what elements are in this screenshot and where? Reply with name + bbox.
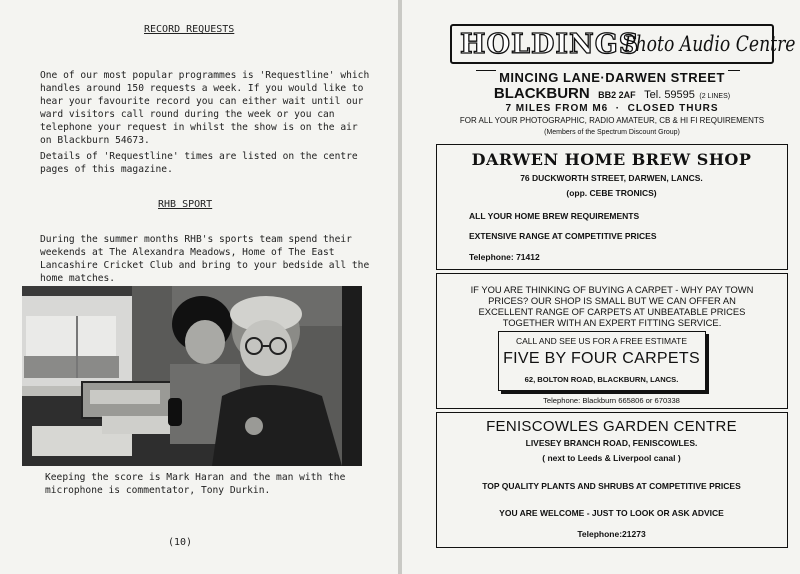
garden-centre-name: FENISCOWLES GARDEN CENTRE bbox=[486, 418, 737, 435]
holdings-advert bbox=[436, 18, 796, 141]
brew-shop-address: 76 DUCKWORTH STREET, DARWEN, LANCS. bbox=[520, 173, 703, 183]
brew-shop-line2: EXTENSIVE RANGE AT COMPETITIVE PRICES bbox=[469, 231, 657, 241]
holdings-logo-frame bbox=[450, 24, 796, 64]
photo-caption: Keeping the score is Mark Haran and the man with the microphone is commentator, Tony Durkin. bbox=[45, 472, 346, 496]
commentary-photo bbox=[22, 286, 362, 466]
holdings-telephone-lines: (2 LINES) bbox=[699, 93, 731, 100]
carpets-address: 62, BOLTON ROAD, BLACKBURN, LANCS. bbox=[524, 375, 679, 384]
record-requests-paragraph: One of our most popular programmes is 'Requestline' which handles around 150 requests a week. If you would like to hear your favourite record you can either wait until our ward visitors call round during the week or you can telephone your request in whilst the show is on the air on Blackburn 54673. bbox=[40, 70, 370, 146]
garden-centre-note: ( next to Leeds & Liverpool canal ) bbox=[542, 453, 681, 463]
garden-centre-line1: TOP QUALITY PLANTS AND SHRUBS AT COMPETITIVE PRICES bbox=[482, 481, 741, 491]
garden-centre-advert bbox=[436, 412, 788, 548]
brew-shop-name: DARWEN HOME BREW SHOP bbox=[471, 150, 752, 169]
left-page bbox=[0, 0, 398, 574]
holdings-membership: (Members of the Spectrum Discount Group) bbox=[544, 129, 680, 136]
holdings-logo: HOLDINGS bbox=[460, 29, 640, 60]
holdings-telephone: Tel. 59595 bbox=[644, 89, 695, 101]
carpets-inner-box bbox=[498, 331, 706, 391]
page-number: (10) bbox=[168, 537, 193, 548]
holdings-services: FOR ALL YOUR PHOTOGRAPHIC, RADIO AMATEUR, CB & HI FI REQUIREMENTS bbox=[459, 116, 765, 125]
garden-centre-line2: YOU ARE WELCOME - JUST TO LOOK OR ASK ADVICE bbox=[499, 508, 724, 518]
carpets-call: CALL AND SEE US FOR A FREE ESTIMATE bbox=[516, 336, 687, 346]
commentary-photo-image bbox=[22, 286, 362, 466]
carpets-intro: IF YOU ARE THINKING OF BUYING A CARPET - WHY PAY TOWN PRICES? OUR SHOP IS SMALL BUT WE CAN OFFER AN EXCELLENT RANGE OF CARPETS AT UNBEATABLE PRICES TOGETHER WITH AN EXPERT FITTING SERVICE. bbox=[470, 284, 754, 328]
carpets-name: FIVE BY FOUR CARPETS bbox=[503, 350, 700, 367]
garden-centre-telephone: Telephone:21273 bbox=[577, 529, 646, 539]
brew-shop-line1: ALL YOUR HOME BREW REQUIREMENTS bbox=[469, 211, 640, 221]
rhb-sport-heading: RHB SPORT bbox=[158, 199, 213, 210]
carpets-telephone: Telephone: Blackburn 665806 or 670338 bbox=[543, 396, 680, 405]
garden-centre-address: LIVESEY BRANCH ROAD, FENISCOWLES. bbox=[525, 438, 698, 448]
holdings-directions: 7 MILES FROM M6 · CLOSED THURS bbox=[505, 103, 719, 114]
brew-shop-telephone: Telephone: 71412 bbox=[469, 252, 540, 262]
brew-shop-advert bbox=[436, 144, 788, 270]
holdings-address: MINCING LANE·DARWEN STREET bbox=[496, 70, 728, 85]
record-requests-heading: RECORD REQUESTS bbox=[144, 24, 235, 35]
rhb-sport-paragraph: During the summer months RHB's sports team spend their weekends at The Alexandra Meadows, Home of The East Lancashire Cricket Club and bring to your bedside all the home matches. bbox=[40, 234, 370, 284]
holdings-town: BLACKBURN bbox=[493, 85, 590, 102]
requestline-details-paragraph: Details of 'Requestline' times are listed on the centre pages of this magazine. bbox=[40, 151, 358, 175]
carpets-advert bbox=[436, 273, 788, 409]
brew-shop-opposite: (opp. CEBE TRONICS) bbox=[566, 188, 657, 198]
holdings-subtitle: Photo Audio Centre bbox=[624, 32, 796, 56]
holdings-postcode: BB2 2AF bbox=[598, 90, 636, 100]
